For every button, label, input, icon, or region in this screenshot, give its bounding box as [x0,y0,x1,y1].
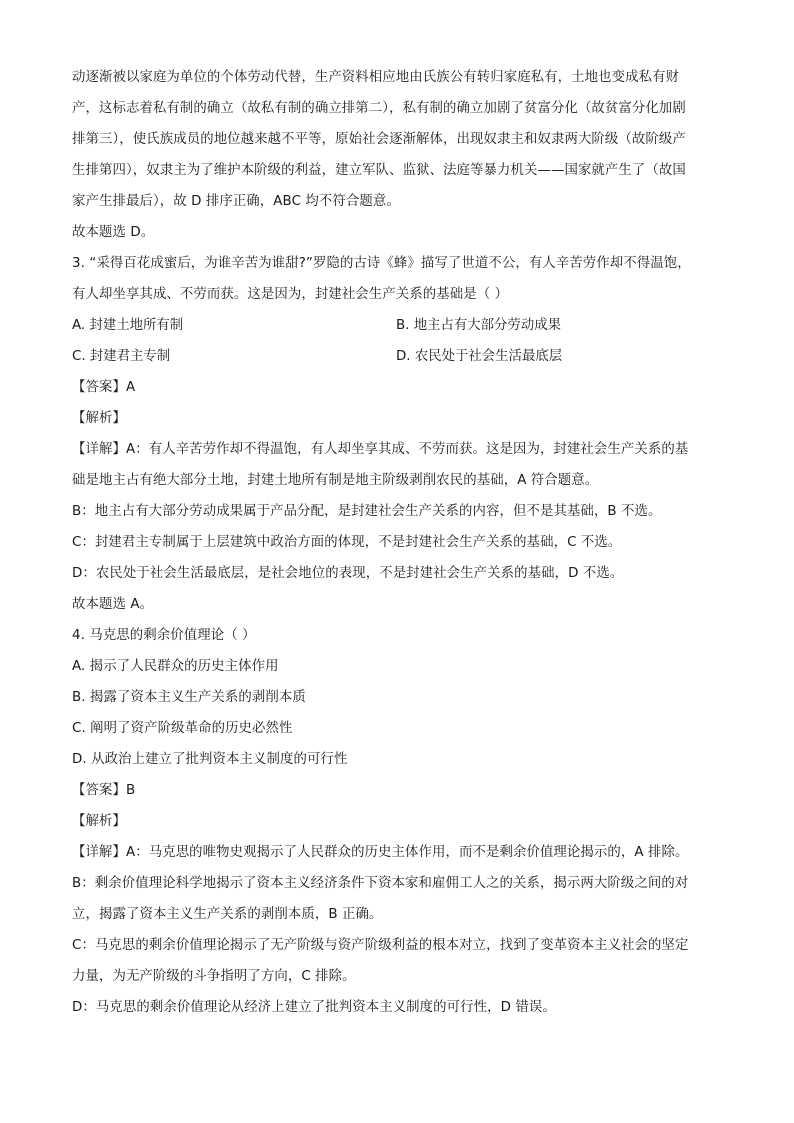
detail-line: D：马克思的剩余价值理论从经济上建立了批判资本主义制度的可行性，D 错误。 [72,1000,556,1015]
option-a: A. 封建土地所有制 [72,318,184,333]
document-page [72,62,748,1023]
option-d: D. 农民处于社会生活最底层 [396,349,563,364]
detail-line: C：马克思的剩余价值理论揭示了无产阶级与资产阶级利益的根本对立，找到了变革资本主义社会的坚定 [72,938,689,953]
detail-line: 立，揭露了资本主义生产关系的剥削本质，B 正确。 [72,907,383,922]
text-line: 家产生排最后），故 D 排序正确，ABC 均不符合题意。 [72,194,400,209]
detail-line: B：剩余价值理论科学地揭示了资本主义经济条件下资本家和雇佣工人之的关系，揭示两大阶级之间的对 [72,876,689,891]
analysis-label: 【解析】 [72,814,126,829]
answer-label: 【答案】A [72,380,136,395]
option-b: B. 揭露了资本主义生产关系的剥削本质 [72,690,306,705]
detail-line: B：地主占有大部分劳动成果属于产品分配，是封建社会生产关系的内容，但不是其基础，B 不选。 [72,504,662,519]
option-c: C. 封建君主专制 [72,349,171,364]
question-4 [72,620,748,1023]
text-line: 生排第四），奴隶主为了维护本阶级的利益，建立军队、监狱、法庭等暴力机关——国家就产生了（故国 [72,163,686,178]
text-line: 排第三），使氏族成员的地位越来越不平等，原始社会逐渐解体，出现奴隶主和奴隶两大阶级（故阶级产 [72,132,686,147]
conclusion-line: 故本题选 D。 [72,225,155,240]
detail-line: 础是地主占有绝大部分土地，封建土地所有制是地主阶级剥削农民的基础，A 符合题意。 [72,473,599,488]
detail-line: 力量，为无产阶级的斗争指明了方向，C 排除。 [72,969,356,984]
option-b: B. 地主占有大部分劳动成果 [396,318,561,333]
detail-line: 【详解】A：有人辛苦劳作却不得温饱，有人却坐享其成、不劳而获。这是因为，封建社会生产关系的基 [72,442,689,457]
option-row [72,310,748,341]
question-stem: 3. “采得百花成蜜后，为谁辛苦为谁甜?”罗隐的古诗《蜂》描写了世道不公，有人辛苦劳作却不得温饱， [72,256,691,271]
question-3 [72,248,748,620]
text-line: 产，这标志着私有制的确立（故私有制的确立排第二），私有制的确立加剧了贫富分化（故贫富分化加剧 [72,101,686,116]
option-row [72,341,748,372]
detail-line: D：农民处于社会生活最底层，是社会地位的表现，不是封建社会生产关系的基础，D 不选。 [72,566,624,581]
detail-line: C：封建君主专制属于上层建筑中政治方面的体现，不是封建社会生产关系的基础，C 不选。 [72,535,622,550]
analysis-label: 【解析】 [72,411,126,426]
option-c: C. 阐明了资产阶级革命的历史必然性 [72,721,293,736]
option-a: A. 揭示了人民群众的历史主体作用 [72,659,279,674]
text-line: 动逐渐被以家庭为单位的个体劳动代替，生产资料相应地由氏族公有转归家庭私有，土地也变成私有财 [72,70,680,85]
question-stem: 4. 马克思的剩余价值理论（ ） [72,628,256,643]
question-stem: 有人却坐享其成、不劳而获。这是因为，封建社会生产关系的基础是（ ） [72,287,509,302]
intro-paragraph [72,62,748,248]
option-d: D. 从政治上建立了批判资本主义制度的可行性 [72,752,348,767]
answer-label: 【答案】B [72,783,136,798]
conclusion-line: 故本题选 A。 [72,597,154,612]
detail-line: 【详解】A：马克思的唯物史观揭示了人民群众的历史主体作用，而不是剩余价值理论揭示的，A 排除。 [72,845,689,860]
